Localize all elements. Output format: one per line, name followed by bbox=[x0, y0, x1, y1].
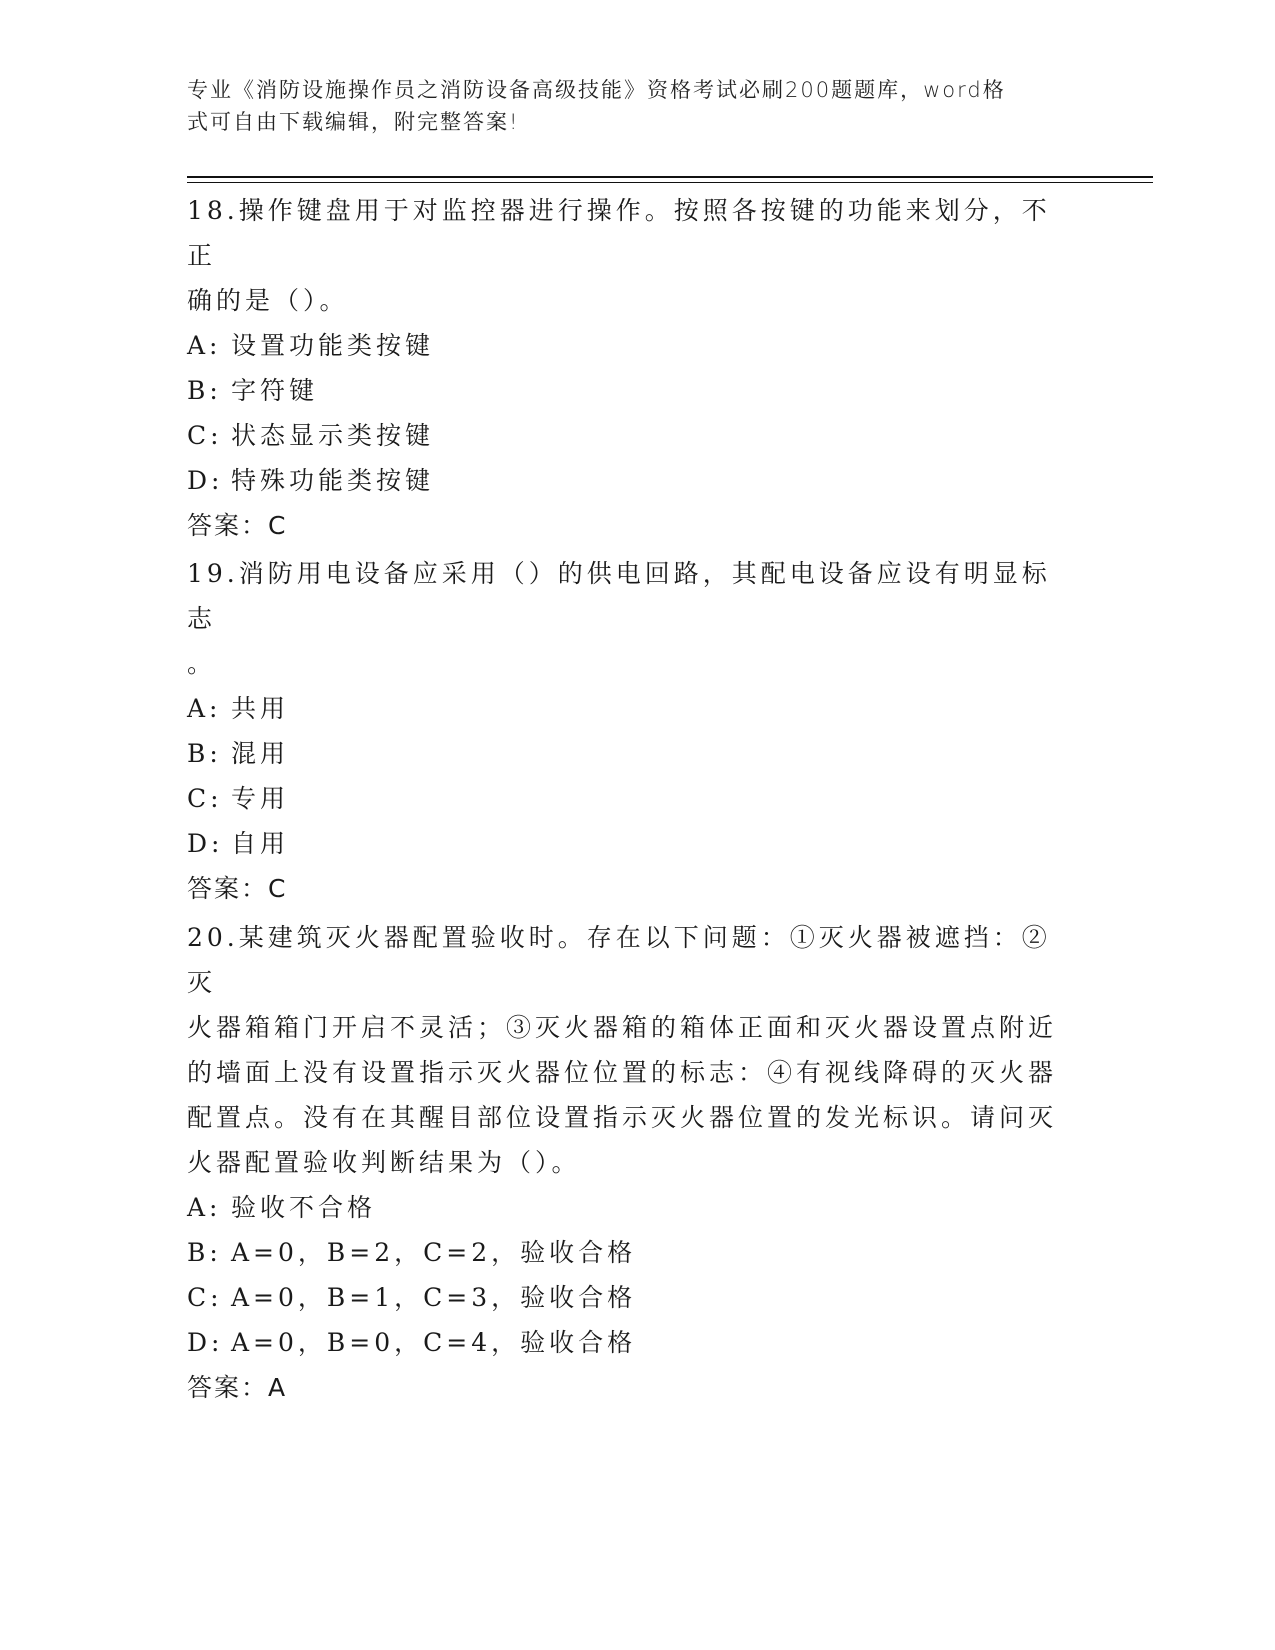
option-d bbox=[187, 821, 1077, 866]
question-stem-line: 18.操作键盘用于对监控器进行操作。按照各按键的功能来划分，不正 bbox=[187, 196, 1051, 270]
option-key: B: bbox=[187, 739, 222, 768]
option-key: A: bbox=[187, 1193, 222, 1222]
option-a bbox=[187, 1185, 1077, 1230]
option-key: D: bbox=[187, 829, 224, 858]
option-text: A=0，B=2，C=2，验收合格 bbox=[231, 1238, 637, 1267]
question-stem-line: 配置点。没有在其醒目部位设置指示灭火器位置的发光标识。请问灭 bbox=[187, 1103, 1058, 1132]
option-text: 设置功能类按键 bbox=[231, 331, 435, 360]
option-text: 状态显示类按键 bbox=[231, 421, 435, 450]
option-key: A: bbox=[187, 694, 222, 723]
header-line-2: 式可自由下载编辑，附完整答案! bbox=[187, 110, 520, 134]
option-text: 共用 bbox=[231, 694, 290, 723]
option-key: A: bbox=[187, 331, 222, 360]
question-19 bbox=[187, 551, 1077, 911]
option-b bbox=[187, 731, 1077, 776]
option-text: A=0，B=0，C=4，验收合格 bbox=[231, 1328, 637, 1357]
option-d bbox=[187, 1320, 1077, 1365]
option-b bbox=[187, 368, 1077, 413]
header-divider-thin bbox=[187, 182, 1153, 183]
question-18 bbox=[187, 188, 1077, 548]
question-stem-line: 确的是（）。 bbox=[187, 286, 349, 315]
document-header bbox=[187, 74, 1057, 138]
option-b bbox=[187, 1230, 1077, 1275]
option-a bbox=[187, 323, 1077, 368]
option-c bbox=[187, 1275, 1077, 1320]
question-stem-line: 的墙面上没有设置指示灭火器位位置的标志：④有视线降碍的灭火器 bbox=[187, 1058, 1058, 1087]
option-a bbox=[187, 686, 1077, 731]
option-text: 验收不合格 bbox=[231, 1193, 377, 1222]
header-line-1: 专业《消防设施操作员之消防设备高级技能》资格考试必刷200题题库，word格 bbox=[187, 78, 1006, 102]
option-text: 字符键 bbox=[231, 376, 319, 405]
option-key: C: bbox=[187, 421, 223, 450]
option-text: 混用 bbox=[231, 739, 290, 768]
answer-line: 答案：A bbox=[187, 1373, 288, 1402]
answer-line: 答案：C bbox=[187, 511, 288, 540]
question-20 bbox=[187, 915, 1077, 1410]
question-stem-line: 20.某建筑灭火器配置验收时。存在以下问题：①灭火器被遮挡：②灭 bbox=[187, 923, 1051, 997]
option-d bbox=[187, 458, 1077, 503]
option-c bbox=[187, 776, 1077, 821]
option-c bbox=[187, 413, 1077, 458]
option-key: C: bbox=[187, 1283, 223, 1312]
question-stem-line: 火器配置验收判断结果为（）。 bbox=[187, 1148, 581, 1177]
header-divider-thick bbox=[187, 176, 1153, 178]
question-stem-line: 19.消防用电设备应采用（）的供电回路，其配电设备应设有明显标志 bbox=[187, 559, 1051, 633]
option-text: 特殊功能类按键 bbox=[231, 466, 435, 495]
option-key: B: bbox=[187, 1238, 222, 1267]
question-stem-line: 。 bbox=[187, 649, 217, 678]
option-text: 自用 bbox=[231, 829, 290, 858]
question-stem-line: 火器箱箱门开启不灵活；③灭火器箱的箱体正面和灭火器设置点附近 bbox=[187, 1013, 1058, 1042]
answer-line: 答案：C bbox=[187, 874, 288, 903]
option-text: A=0，B=1，C=3，验收合格 bbox=[231, 1283, 637, 1312]
option-key: D: bbox=[187, 466, 224, 495]
option-key: D: bbox=[187, 1328, 224, 1357]
option-key: C: bbox=[187, 784, 223, 813]
option-key: B: bbox=[187, 376, 222, 405]
option-text: 专用 bbox=[231, 784, 290, 813]
